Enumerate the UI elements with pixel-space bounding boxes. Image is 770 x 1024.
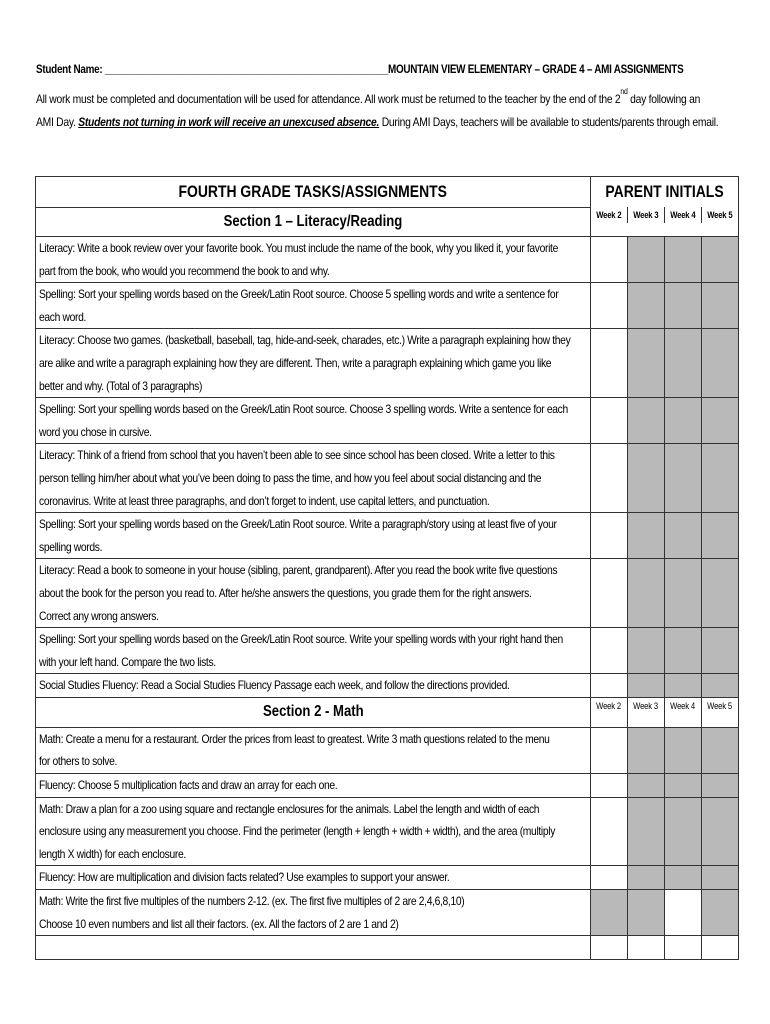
parent-initial-cell-week-4[interactable] xyxy=(665,774,702,798)
instructions-paragraph xyxy=(36,88,724,134)
task-description xyxy=(36,774,591,798)
parent-initial-cell-week-2[interactable] xyxy=(591,628,628,674)
parent-initial-cell-week-3[interactable] xyxy=(628,398,665,444)
parent-initial-cell-week-3[interactable] xyxy=(628,237,665,283)
task-line: Literacy: Write a book review over your favorite book. You must include the name of the book, why you liked it, your favorite xyxy=(39,241,558,255)
instructions-line-2b: During AMI Days, teachers will be available to students/parents through email. xyxy=(379,115,719,129)
parent-initial-cell-week-4[interactable] xyxy=(665,283,702,329)
task-row xyxy=(36,674,739,698)
parent-initial-cell-week-2[interactable] xyxy=(591,674,628,698)
task-description xyxy=(36,444,591,513)
task-description xyxy=(36,936,591,960)
parent-initial-cell-week-3[interactable] xyxy=(628,559,665,628)
week-5-header: Week 5 xyxy=(702,697,739,727)
task-description xyxy=(36,329,591,398)
parent-initial-cell-week-4[interactable] xyxy=(665,628,702,674)
parent-initial-cell-week-2[interactable] xyxy=(591,774,628,798)
parent-initial-cell-week-4[interactable] xyxy=(665,329,702,398)
task-description xyxy=(36,866,591,890)
task-description xyxy=(36,628,591,674)
parent-initial-cell-week-3[interactable] xyxy=(628,797,665,866)
task-row xyxy=(36,797,739,866)
task-line: Fluency: How are multiplication and division facts related? Use examples to support your answer. xyxy=(39,870,450,885)
ordinal-suffix: nd xyxy=(620,87,628,96)
parent-initial-cell-week-4[interactable] xyxy=(665,444,702,513)
task-line: better and why. (Total of 3 paragraphs) xyxy=(39,378,203,393)
parent-initial-cell-week-4[interactable] xyxy=(665,674,702,698)
parent-initial-cell-week-2[interactable] xyxy=(591,329,628,398)
task-row xyxy=(36,890,739,936)
task-line: Math: Create a menu for a restaurant. Order the prices from least to greatest. Write 3 math questions related to the menu xyxy=(39,731,550,746)
task-line: enclosure using any measurement you choose. Find the perimeter (length + length + width + width), and the area (multiply xyxy=(39,824,556,839)
week-2-header: Week 2 xyxy=(591,697,628,727)
task-line: Literacy: Think of a friend from school that you haven’t been able to see since school has been closed. Write a letter to this xyxy=(39,448,555,463)
task-row xyxy=(36,628,739,674)
parent-initial-cell-week-3[interactable] xyxy=(628,727,665,773)
task-row xyxy=(36,559,739,628)
parent-initial-cell-week-5[interactable] xyxy=(702,513,739,559)
parent-initial-cell-week-3[interactable] xyxy=(628,444,665,513)
task-line: Spelling: Sort your spelling words based on the Greek/Latin Root source. Choose 5 spelling words and write a sentence for xyxy=(39,287,559,302)
parent-initial-cell-week-2[interactable] xyxy=(591,936,628,960)
parent-initial-cell-week-3[interactable] xyxy=(628,283,665,329)
parent-initial-cell-week-5[interactable] xyxy=(702,237,739,283)
parent-initial-cell-week-3[interactable] xyxy=(628,936,665,960)
parent-initial-cell-week-4[interactable] xyxy=(665,398,702,444)
task-description xyxy=(36,797,591,866)
parent-initial-cell-week-4[interactable] xyxy=(665,890,702,936)
parent-initial-cell-week-3[interactable] xyxy=(628,628,665,674)
parent-initial-cell-week-3[interactable] xyxy=(628,674,665,698)
assignments-table xyxy=(35,176,739,960)
week-4-header: Week 4 xyxy=(665,697,702,727)
task-row xyxy=(36,398,739,444)
table-title: FOURTH GRADE TASKS/ASSIGNMENTS xyxy=(36,177,591,208)
parent-initial-cell-week-5[interactable] xyxy=(702,797,739,866)
parent-initial-cell-week-2[interactable] xyxy=(591,513,628,559)
task-row xyxy=(36,866,739,890)
parent-initial-cell-week-5[interactable] xyxy=(702,727,739,773)
parent-initial-cell-week-5[interactable] xyxy=(702,398,739,444)
parent-initial-cell-week-3[interactable] xyxy=(628,866,665,890)
parent-initial-cell-week-5[interactable] xyxy=(702,866,739,890)
task-line: each word. xyxy=(39,309,87,324)
week-5-header: Week 5 xyxy=(707,210,733,220)
unexcused-absence-warning: Students not turning in work will receive an unexcused absence. xyxy=(78,115,380,129)
parent-initial-cell-week-2[interactable] xyxy=(591,444,628,513)
task-line: person telling him/her about what you’ve been doing to pass the time, and how you feel about social distancing and the xyxy=(39,470,542,485)
task-description xyxy=(36,237,591,283)
parent-initial-cell-week-2[interactable] xyxy=(591,797,628,866)
task-line: word you chose in cursive. xyxy=(39,424,152,439)
parent-initial-cell-week-5[interactable] xyxy=(702,444,739,513)
task-line: coronavirus. Write at least three paragraphs, and don’t forget to indent, use capital letters, and punctuation. xyxy=(39,493,490,508)
parent-initials-header: PARENT INITIALS Week 2 Week 3 Week 4 Week 5 xyxy=(591,177,739,237)
task-line: Fluency: Choose 5 multiplication facts and draw an array for each one. xyxy=(39,778,338,793)
parent-initial-cell-week-4[interactable] xyxy=(665,513,702,559)
parent-initial-cell-week-3[interactable] xyxy=(628,890,665,936)
task-row xyxy=(36,727,739,773)
task-line: Math: Draw a plan for a zoo using square and rectangle enclosures for the animals. Label the length and width of each xyxy=(39,801,540,816)
task-description xyxy=(36,890,591,936)
task-line: Spelling: Sort your spelling words based on the Greek/Latin Root source. Write a paragraph/story using at least five of your xyxy=(39,517,557,532)
section-2-title: Section 2 - Math xyxy=(36,697,591,727)
parent-initial-cell-week-3[interactable] xyxy=(628,329,665,398)
task-description xyxy=(36,398,591,444)
task-description xyxy=(36,559,591,628)
task-row xyxy=(36,283,739,329)
instructions-line-1a: All work must be completed and documentation will be used for attendance. All work must be returned to the teacher by the end of the 2 xyxy=(36,92,621,106)
parent-initial-cell-week-3[interactable] xyxy=(628,774,665,798)
parent-initial-cell-week-5[interactable] xyxy=(702,936,739,960)
task-line: Correct any wrong answers. xyxy=(39,608,159,623)
task-row xyxy=(36,444,739,513)
task-line: Spelling: Sort your spelling words based on the Greek/Latin Root source. Write your spelling words with your right hand then xyxy=(39,632,563,647)
task-description xyxy=(36,283,591,329)
week-3-header: Week 3 xyxy=(628,207,665,223)
task-line: Literacy: Read a book to someone in your house (sibling, parent, grandparent). After you read the book write five questions xyxy=(39,563,558,578)
task-line: Choose 10 even numbers and list all their factors. (ex. All the factors of 2 are 1 and 2) xyxy=(39,916,399,931)
task-line: are alike and write a paragraph explaining how they are different. Then, write a paragraph explaining which game you like xyxy=(39,355,552,370)
parent-initial-cell-week-4[interactable] xyxy=(665,866,702,890)
week-3-header: Week 3 xyxy=(628,697,665,727)
task-line: Math: Write the first five multiples of the numbers 2-12. (ex. The first five multiples of 2 are 2,4,6,8,10) xyxy=(39,894,465,909)
task-line: length X width) for each enclosure. xyxy=(39,846,186,861)
task-description xyxy=(36,727,591,773)
task-line xyxy=(39,936,589,959)
parent-initial-cell-week-2[interactable] xyxy=(591,237,628,283)
instructions-line-2a: AMI Day. xyxy=(36,115,79,129)
task-line: spelling words. xyxy=(39,539,103,554)
instructions-line-1b: day following an xyxy=(627,92,701,106)
parent-initial-cell-week-2[interactable] xyxy=(591,890,628,936)
task-line: about the book for the person you read to. After he/she answers the questions, you grade them for the right answers. xyxy=(39,585,532,600)
parent-initial-cell-week-5[interactable] xyxy=(702,628,739,674)
parent-initial-cell-week-4[interactable] xyxy=(665,727,702,773)
parent-initial-cell-week-2[interactable] xyxy=(591,727,628,773)
parent-initial-cell-week-2[interactable] xyxy=(591,559,628,628)
task-row xyxy=(36,237,739,283)
parent-initial-cell-week-4[interactable] xyxy=(665,559,702,628)
section-1-title: Section 1 – Literacy/Reading xyxy=(36,208,591,237)
parent-initial-cell-week-5[interactable] xyxy=(702,774,739,798)
task-line: Spelling: Sort your spelling words based on the Greek/Latin Root source. Choose 3 spelling words. Write a sentence for each xyxy=(39,402,568,417)
task-description xyxy=(36,513,591,559)
task-line: Social Studies Fluency: Read a Social Studies Fluency Passage each week, and follow the directions provided. xyxy=(39,678,510,693)
parent-initial-cell-week-5[interactable] xyxy=(702,329,739,398)
task-row xyxy=(36,513,739,559)
task-row xyxy=(36,774,739,798)
parent-initial-cell-week-3[interactable] xyxy=(628,513,665,559)
student-name-header: Student Name: ______________________________________________________MOUNTAIN VIEW ELEMENTARY – GRADE 4 – AMI ASSIGNMENTS xyxy=(36,64,684,76)
parent-initial-cell-week-2[interactable] xyxy=(591,398,628,444)
task-line: Literacy: Choose two games. (basketball, baseball, tag, hide-and-seek, charades, etc.) Write a paragraph explaining how they xyxy=(39,333,571,348)
parent-initial-cell-week-5[interactable] xyxy=(702,283,739,329)
task-line: part from the book, who would you recommend the book to and why. xyxy=(39,263,330,278)
parent-initial-cell-week-5[interactable] xyxy=(702,559,739,628)
parent-initial-cell-week-5[interactable] xyxy=(702,674,739,698)
parent-initial-cell-week-2[interactable] xyxy=(591,866,628,890)
parent-initial-cell-week-5[interactable] xyxy=(702,890,739,936)
task-row xyxy=(36,329,739,398)
task-description xyxy=(36,674,591,698)
week-4-header: Week 4 xyxy=(665,207,702,223)
parent-initial-cell-week-4[interactable] xyxy=(665,797,702,866)
parent-initial-cell-week-2[interactable] xyxy=(591,283,628,329)
task-line: for others to solve. xyxy=(39,754,118,769)
parent-initial-cell-week-4[interactable] xyxy=(665,237,702,283)
parent-initial-cell-week-4[interactable] xyxy=(665,936,702,960)
task-row xyxy=(36,936,739,960)
task-line: with your left hand. Compare the two lists. xyxy=(39,654,216,669)
week-2-header: Week 2 xyxy=(591,207,628,223)
